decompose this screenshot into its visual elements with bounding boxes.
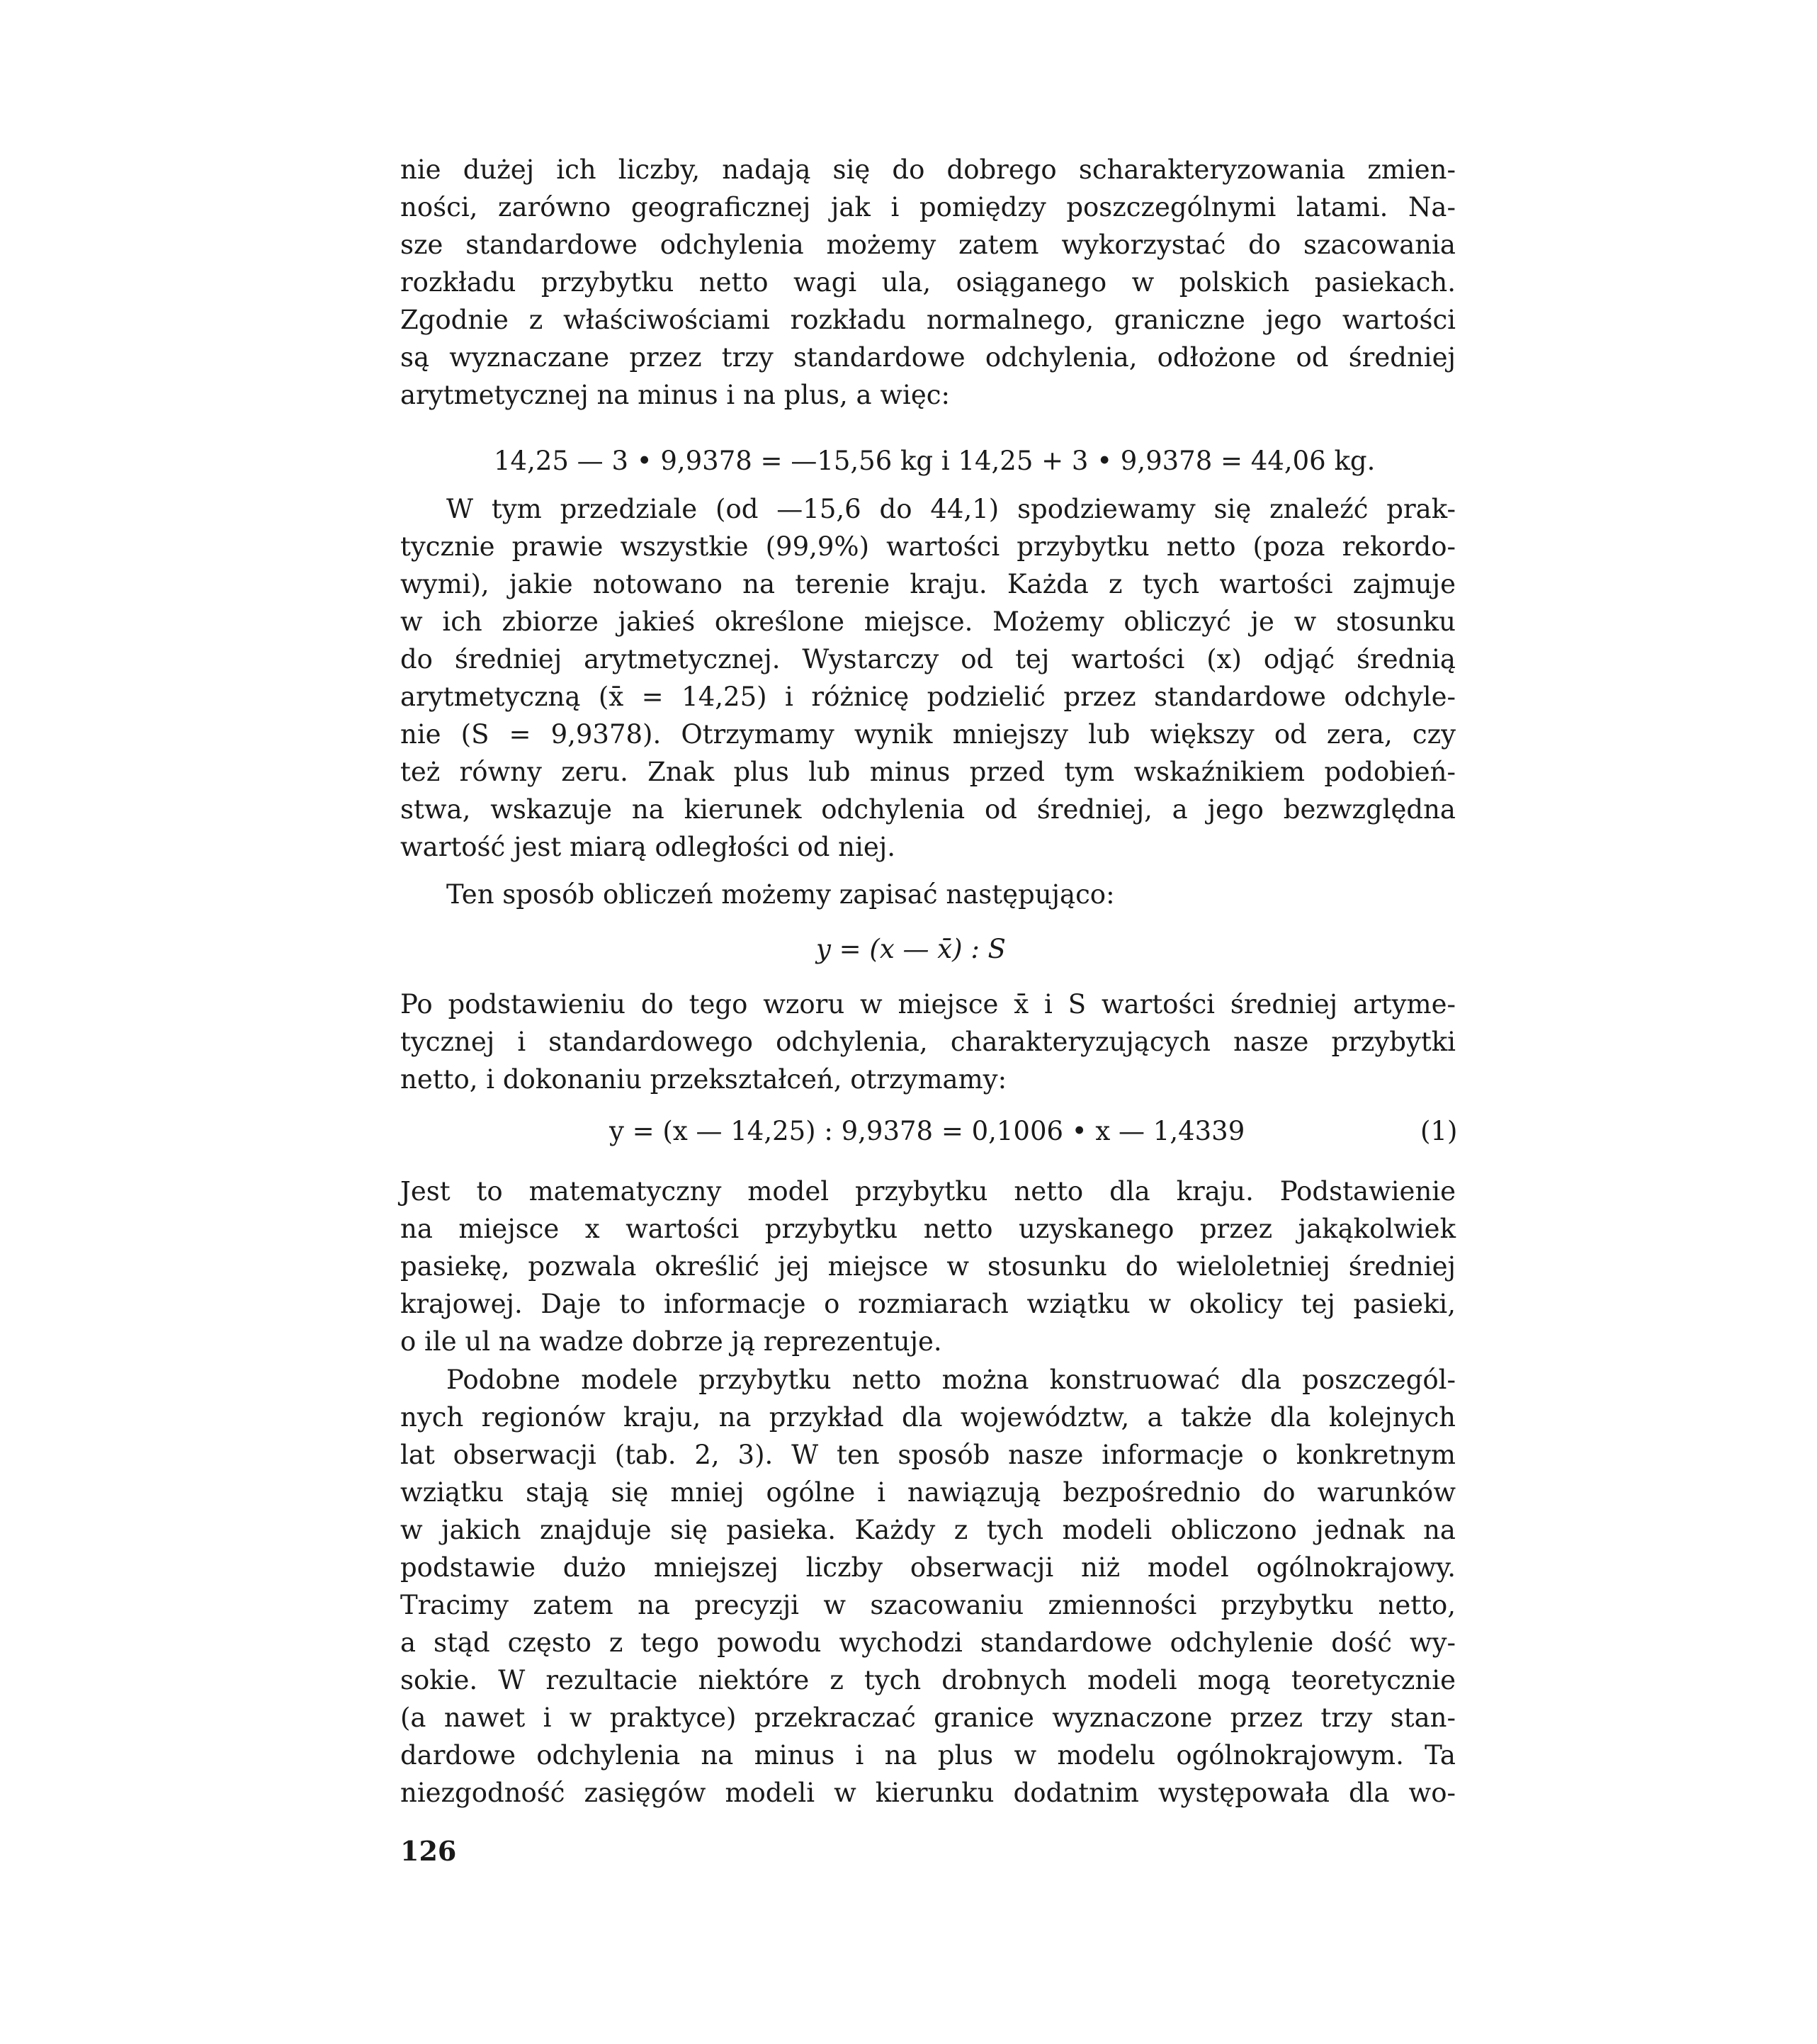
paragraph-4 xyxy=(400,986,1456,1098)
text-line: ności, zarówno geograficznej jak i pomiędzy poszczególnymi latami. Na- xyxy=(400,192,1456,222)
text-line: arytmetycznej na minus i na plus, a więc: xyxy=(400,380,950,410)
text-line: rozkładu przybytku netto wagi ula, osiąganego w polskich pasiekach. xyxy=(400,267,1456,298)
text-line: niezgodność zasięgów modeli w kierunku dodatnim występowała dla wo- xyxy=(400,1778,1456,1808)
text-line: sokie. W rezultacie niektóre z tych drobnych modeli mogą teoretycznie xyxy=(400,1665,1456,1695)
formula-standardization: y = (x — x̄) : S xyxy=(816,934,1006,964)
text-line: netto, i dokonaniu przekształceń, otrzymamy: xyxy=(400,1064,1007,1095)
text-line: wziątku stają się mniej ogólne i nawiązują bezpośrednio do warunków xyxy=(400,1477,1456,1508)
text-line: tycznej i standardowego odchylenia, charakteryzujących nasze przybytki xyxy=(400,1027,1456,1057)
paragraph-2 xyxy=(400,490,1456,866)
paragraph-5 xyxy=(400,1173,1456,1360)
text-line: w jakich znajduje się pasieka. Każdy z tych modeli obliczono jednak na xyxy=(400,1515,1456,1545)
text-line: nych regionów kraju, na przykład dla województw, a także dla kolejnych xyxy=(400,1402,1456,1433)
text-line: Ten sposób obliczeń możemy zapisać następująco: xyxy=(446,879,1115,910)
formula-model: y = (x — 14,25) : 9,9378 = 0,1006 • x — 1,4339 xyxy=(609,1116,1245,1146)
text-line: o ile ul na wadze dobrze ją reprezentuje. xyxy=(400,1326,942,1357)
text-line: a stąd często z tego powodu wychodzi standardowe odchylenie dość wy- xyxy=(400,1627,1456,1658)
text-line: sze standardowe odchylenia możemy zatem wykorzystać do szacowania xyxy=(400,230,1456,260)
text-line: Podobne modele przybytku netto można konstruować dla poszczegól- xyxy=(446,1365,1456,1395)
text-line: są wyznaczane przez trzy standardowe odchylenia, odłożone od średniej xyxy=(400,342,1456,373)
text-line: wartość jest miarą odległości od niej. xyxy=(400,832,895,862)
text-line: pasiekę, pozwala określić jej miejsce w stosunku do wieloletniej średniej xyxy=(400,1251,1456,1282)
paragraph-6 xyxy=(400,1361,1456,1812)
text-line: Jest to matematyczny model przybytku netto dla kraju. Podstawienie xyxy=(400,1176,1456,1207)
text-line: Po podstawieniu do tego wzoru w miejsce x̄ i S wartości średniej artyme- xyxy=(400,989,1456,1020)
page-number: 126 xyxy=(400,1835,457,1867)
text-line: nie (S = 9,9378). Otrzymamy wynik mniejszy lub większy od zera, czy xyxy=(400,719,1456,750)
text-line: (a nawet i w praktyce) przekraczać granice wyznaczone przez trzy stan- xyxy=(400,1703,1456,1733)
text-line: arytmetyczną (x̄ = 14,25) i różnicę podzielić przez standardowe odchyle- xyxy=(400,682,1456,712)
text-line: wymi), jakie notowano na terenie kraju. Każda z tych wartości zajmuje xyxy=(400,569,1456,599)
text-line: na miejsce x wartości przybytku netto uzyskanego przez jakąkolwiek xyxy=(400,1214,1456,1244)
paragraph-1 xyxy=(400,151,1456,414)
text-line: do średniej arytmetycznej. Wystarczy od tej wartości (x) odjąć średnią xyxy=(400,644,1456,674)
formula-range: 14,25 — 3 • 9,9378 = —15,56 kg i 14,25 + 3 • 9,9378 = 44,06 kg. xyxy=(494,446,1376,476)
text-line: też równy zeru. Znak plus lub minus przed tym wskaźnikiem podobień- xyxy=(400,757,1456,787)
text-line: dardowe odchylenia na minus i na plus w modelu ogólnokrajowym. Ta xyxy=(400,1740,1456,1771)
text-line: podstawie dużo mniejszej liczby obserwacji niż model ogólnokrajowy. xyxy=(400,1552,1456,1583)
equation-number: (1) xyxy=(1420,1116,1458,1146)
text-line: w ich zbiorze jakieś określone miejsce. Możemy obliczyć je w stosunku xyxy=(400,606,1456,637)
text-line: krajowej. Daje to informacje o rozmiarach wziątku w okolicy tej pasieki, xyxy=(400,1289,1456,1319)
text-line: Zgodnie z właściwościami rozkładu normalnego, graniczne jego wartości xyxy=(400,305,1456,335)
text-line: W tym przedziale (od —15,6 do 44,1) spodziewamy się znaleźć prak- xyxy=(446,494,1456,524)
text-line: stwa, wskazuje na kierunek odchylenia od średniej, a jego bezwzględna xyxy=(400,794,1456,825)
text-line: nie dużej ich liczby, nadają się do dobrego scharakteryzowania zmien- xyxy=(400,154,1456,185)
text-line: lat obserwacji (tab. 2, 3). W ten sposób nasze informacje o konkretnym xyxy=(400,1440,1456,1470)
text-line: tycznie prawie wszystkie (99,9%) wartości przybytku netto (poza rekordo- xyxy=(400,531,1456,562)
paragraph-3 xyxy=(400,876,1456,913)
text-line: Tracimy zatem na precyzji w szacowaniu zmienności przybytku netto, xyxy=(400,1590,1456,1620)
